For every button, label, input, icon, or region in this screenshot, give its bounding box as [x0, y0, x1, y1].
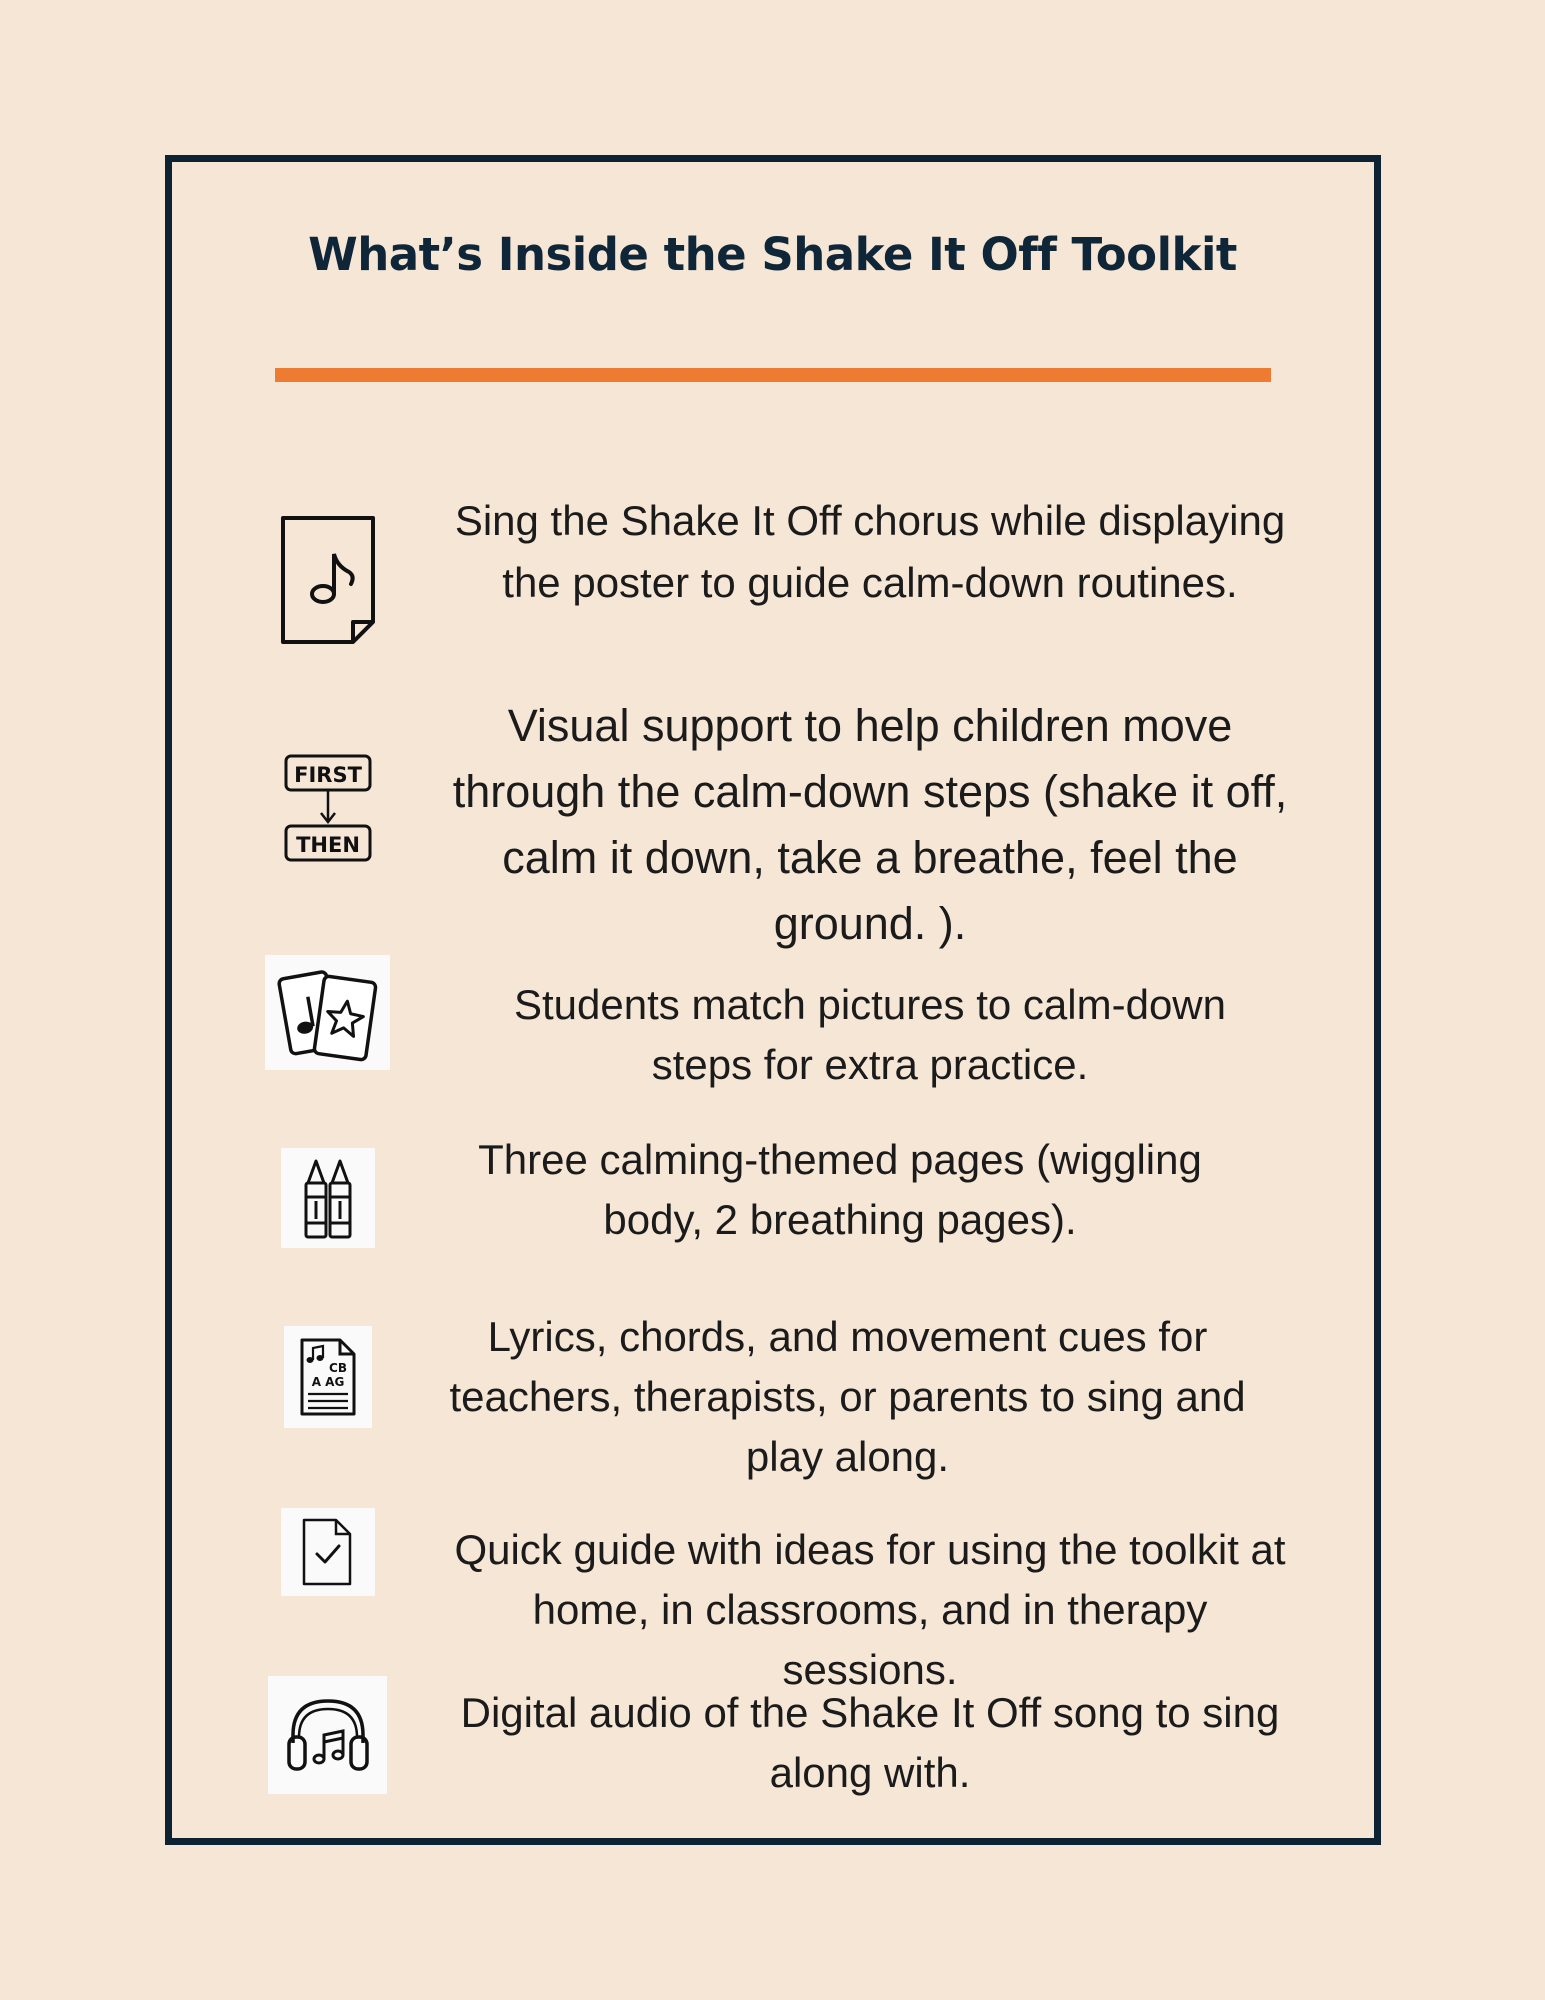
headphones-music-icon [268, 1676, 387, 1794]
title-divider [275, 368, 1271, 382]
svg-text:CB: CB [329, 1361, 347, 1375]
music-note-page-icon [275, 510, 380, 650]
item-5-text: Lyrics, chords, and movement cues for teachers, therapists, or parents to sing and play along. [449, 1313, 1246, 1480]
item-1-text: Sing the Shake It Off chorus while displaying the poster to guide calm-down routines. [454, 497, 1286, 606]
item-7-text: Digital audio of the Shake It Off song to sing along with. [460, 1689, 1280, 1796]
item-4-text: Three calming-themed pages (wiggling body, 2 breathing pages). [478, 1136, 1202, 1243]
page-title: What’s Inside the Shake It Off Toolkit [308, 228, 1237, 281]
chord-sheet-icon [284, 1326, 372, 1428]
item-6-text: Quick guide with ideas for using the toolkit at home, in classrooms, and in therapy sessions. [454, 1526, 1286, 1693]
checklist-document-icon [281, 1508, 375, 1596]
item-3-text: Students match pictures to calm-down steps for extra practice. [514, 981, 1226, 1088]
item-2-text: Visual support to help children move through the calm-down steps (shake it off, calm it down, take a breathe, feel the ground. ). [452, 700, 1288, 949]
svg-text:A AG: A AG [311, 1375, 345, 1389]
crayons-icon [281, 1148, 375, 1248]
matching-cards-icon [265, 955, 390, 1070]
svg-text:THEN: THEN [296, 833, 360, 857]
first-then-icon [280, 750, 380, 870]
svg-text:FIRST: FIRST [294, 763, 362, 787]
